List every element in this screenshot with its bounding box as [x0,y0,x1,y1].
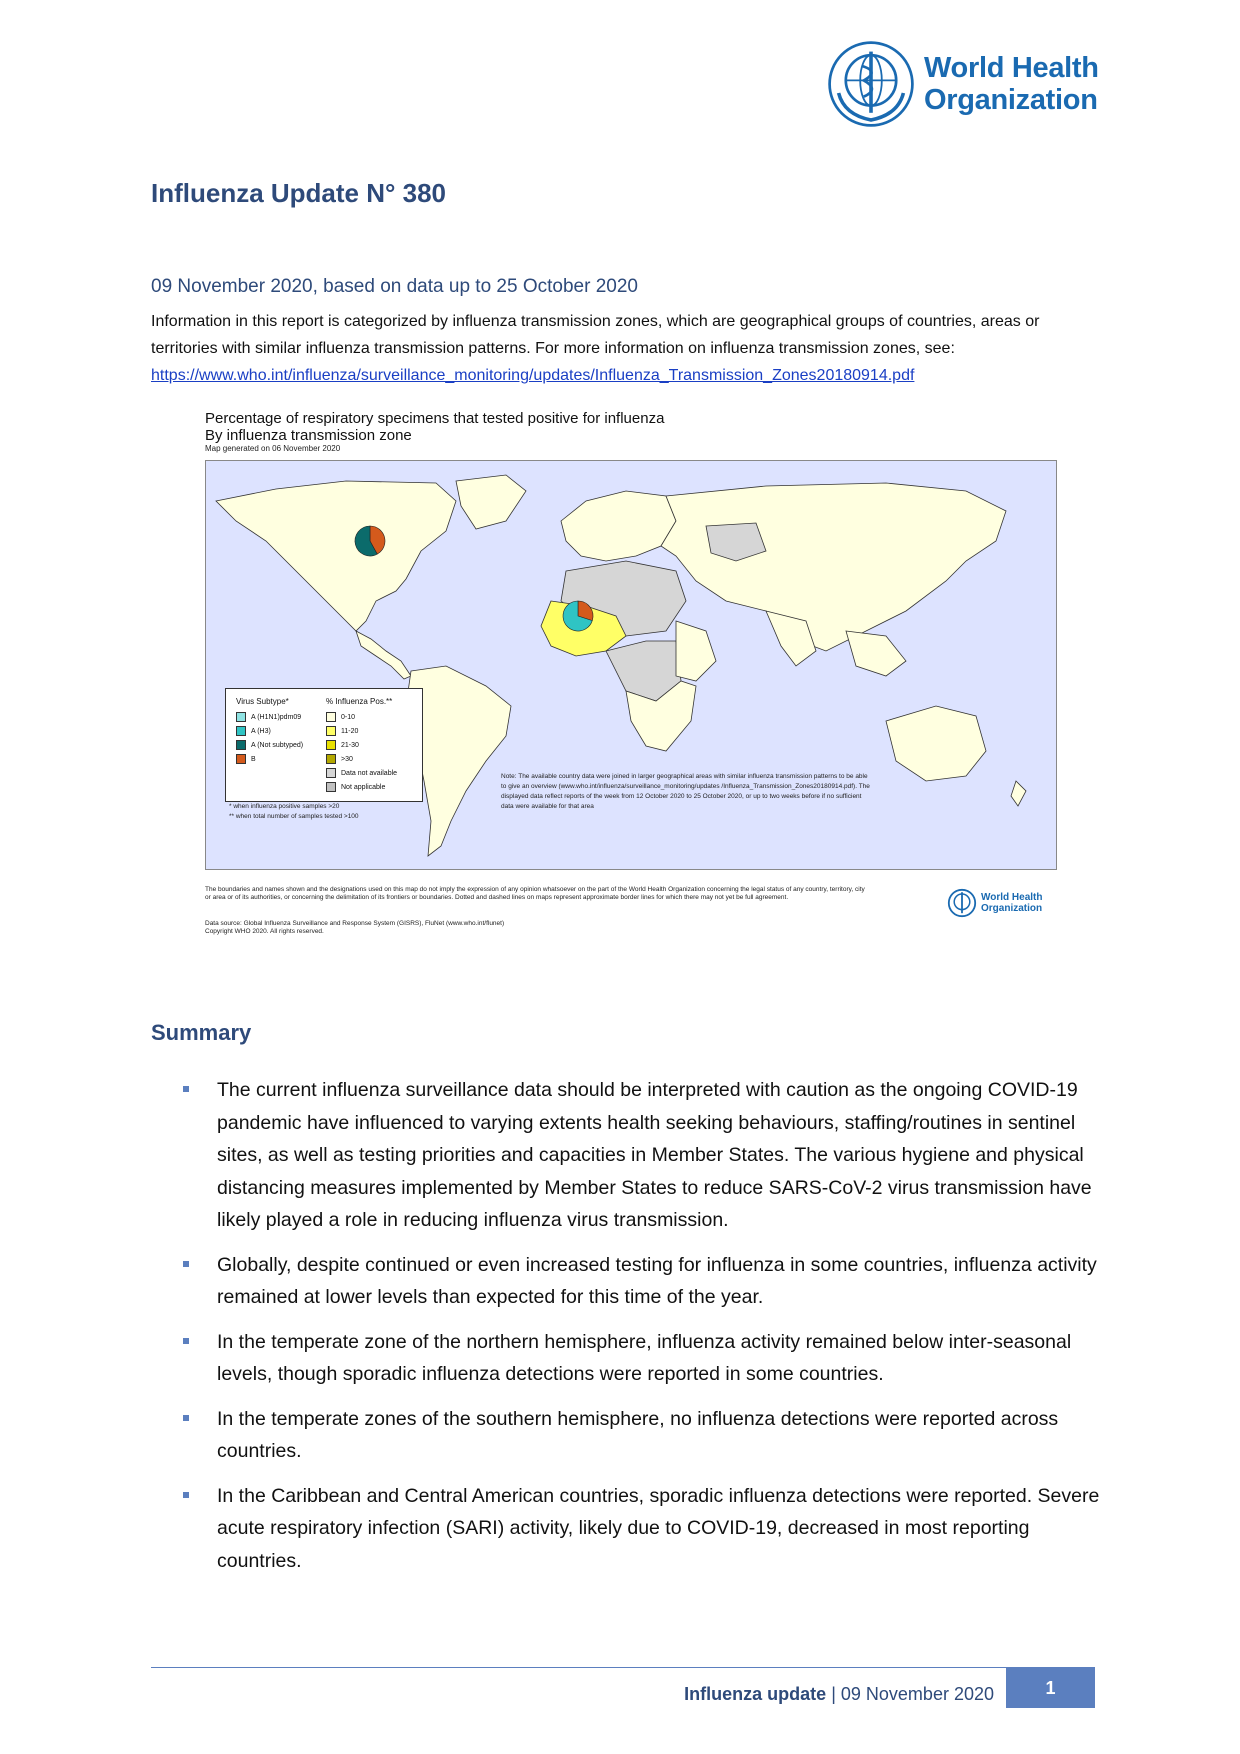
influenza-map-figure [205,410,1065,950]
legend-positivity-row [326,710,397,724]
legend-subtype-label: A (H1N1)pdm09 [251,713,302,721]
legend-subtypes [236,697,303,766]
who-emblem-icon [826,39,916,129]
legend-positivity-swatch [326,740,336,750]
legend-subtype-header: Virus Subtype* [236,697,289,706]
map-title-line-1: Percentage of respiratory specimens that tested positive for influenza [205,410,665,427]
logo-line-1: World Health [924,52,1099,84]
summary-bullet-text: The current influenza surveillance data should be interpreted with caution as the ongoing COVID-19 pandemic have influenced to varying extents health seeking behaviours, staffing/routines in sentinel sites, as well as testing priorities and capacities in Member States. The various hygiene and physical distancing measures implemented by Member States to reduce SARS-CoV-2 virus transmission have likely played a role in reducing influenza virus transmission. [217,1079,1092,1231]
transmission-zones-link[interactable]: https://www.who.int/influenza/surveillance_monitoring/updates/Influenza_Transmission_Zones20180914.pdf [151,367,915,384]
footer-separator: | [831,1684,836,1704]
data-source-text: Data source: Global Influenza Surveillance and Response System (GISRS), FluNet (www.who.int/flunet) [205,920,505,927]
logo-line-2: Organization [924,84,1098,116]
intro-text: Information in this report is categorized by influenza transmission zones, which are geographical groups of countries, areas or territories with similar influenza transmission patterns. For more information on influenza transmission zones, see: [151,313,1040,357]
legend-footnotes [229,802,359,822]
legend-positivity-swatch [326,712,336,722]
bullet-square-icon [183,1338,189,1344]
map-note: Note: The available country data were joined in larger geographical areas with similar influenza transmission patterns to be able to give an overview (www.who.int/influenza/surveillance_monitoring/updates /Influenza_Transmission_Zones20180914.pdf). The displayed data reflect reports of the week from 12 October 2020 to 25 October 2020, or up to two weeks before if no sufficient data were available for that area [501,773,870,810]
legend-positivity-row [326,724,397,738]
report-date: 09 November 2020, based on data up to 25 October 2020 [151,276,638,297]
small-logo-line-1: World Health [981,892,1043,903]
who-logo [826,38,1106,130]
legend-positivity [326,697,397,794]
summary-bullet [151,1403,1101,1468]
legend-subtype-swatch [236,726,246,736]
summary-bullet [151,1480,1101,1578]
legend-positivity-label: 0-10 [341,713,356,721]
map-title [205,410,664,444]
who-emblem-small-icon [947,888,977,918]
legend-positivity-swatch [326,726,336,736]
legend-positivity-row [326,766,397,780]
legend-positivity-label: 11-20 [341,727,359,735]
footer-rule [151,1667,1095,1668]
legend-footnote-1: * when influenza positive samples >20 [229,803,340,810]
small-logo-line-2: Organization [981,903,1043,914]
map-data-source [205,920,865,936]
legend-positivity-label: Data not available [341,769,398,777]
map-title-line-2: By influenza transmission zone [205,427,412,444]
legend-footnote-2: ** when total number of samples tested >100 [229,813,359,820]
legend-subtype-swatch [236,712,246,722]
legend-positivity-label: Not applicable [341,783,386,791]
copyright-text: Copyright WHO 2020. All rights reserved. [205,928,324,935]
footer-label: Influenza update [684,1684,827,1704]
summary-bullet-text: In the Caribbean and Central American countries, sporadic influenza detections were reported. Severe acute respiratory infection (SARI) activity, likely due to COVID-19, decreased in most reporting countries. [217,1484,1100,1572]
legend-subtype-row [236,710,303,724]
legend-positivity-row [326,738,397,752]
legend-subtype-swatch [236,754,246,764]
legend-subtype-row [236,738,303,752]
legend-positivity-swatch [326,754,336,764]
page-number: 1 [1006,1668,1095,1708]
legend-subtype-label: A (H3) [251,727,271,735]
map-who-logo [947,888,1042,918]
footer-text [684,1684,994,1705]
legend-subtype-swatch [236,740,246,750]
summary-bullet [151,1074,1101,1237]
legend-subtype-label: A (Not subtyped) [251,741,304,749]
legend-positivity-row [326,780,397,794]
map-generated-date: Map generated on 06 November 2020 [205,444,341,453]
bullet-square-icon [183,1086,189,1092]
page-title: Influenza Update N° 380 [151,178,447,208]
legend-positivity-swatch [326,782,336,792]
legend-positivity-row [326,752,397,766]
summary-bullet-text: In the temperate zone of the northern hemisphere, influenza activity remained below inter-seasonal levels, though sporadic influenza detections were reported in some countries. [217,1330,1072,1385]
summary-bullet-text: In the temperate zones of the southern hemisphere, no influenza detections were reported across countries. [217,1407,1059,1462]
legend-positivity-label: >30 [341,755,353,763]
footer-date: 09 November 2020 [840,1684,994,1704]
summary-list [151,1074,1101,1589]
map-legend [225,688,423,802]
legend-subtype-label: B [251,755,256,763]
legend-positivity-label: 21-30 [341,741,359,749]
bullet-square-icon [183,1415,189,1421]
bullet-square-icon [183,1261,189,1267]
bullet-square-icon [183,1492,189,1498]
summary-bullet [151,1326,1101,1391]
intro-paragraph [151,308,1101,389]
map-disclaimer: The boundaries and names shown and the designations used on this map do not imply the expression of any opinion whatsoever on the part of the World Health Organization concerning the legal status of any country, territory, city or area or of its authorities, or concerning the delimitation of its frontiers or boundaries. Dotted and dashed lines on maps represent approximate border lines for which there may not yet be full agreement. [205,886,865,901]
legend-subtype-row [236,724,303,738]
legend-positivity-swatch [326,768,336,778]
summary-bullet [151,1249,1101,1314]
legend-pos-header: % Influenza Pos.** [326,697,393,706]
summary-bullet-text: Globally, despite continued or even increased testing for influenza in some countries, influenza activity remained at lower levels than expected for this time of the year. [217,1253,1097,1308]
legend-subtype-row [236,752,303,766]
summary-heading: Summary [151,1020,252,1045]
who-logo-text [924,52,1099,116]
